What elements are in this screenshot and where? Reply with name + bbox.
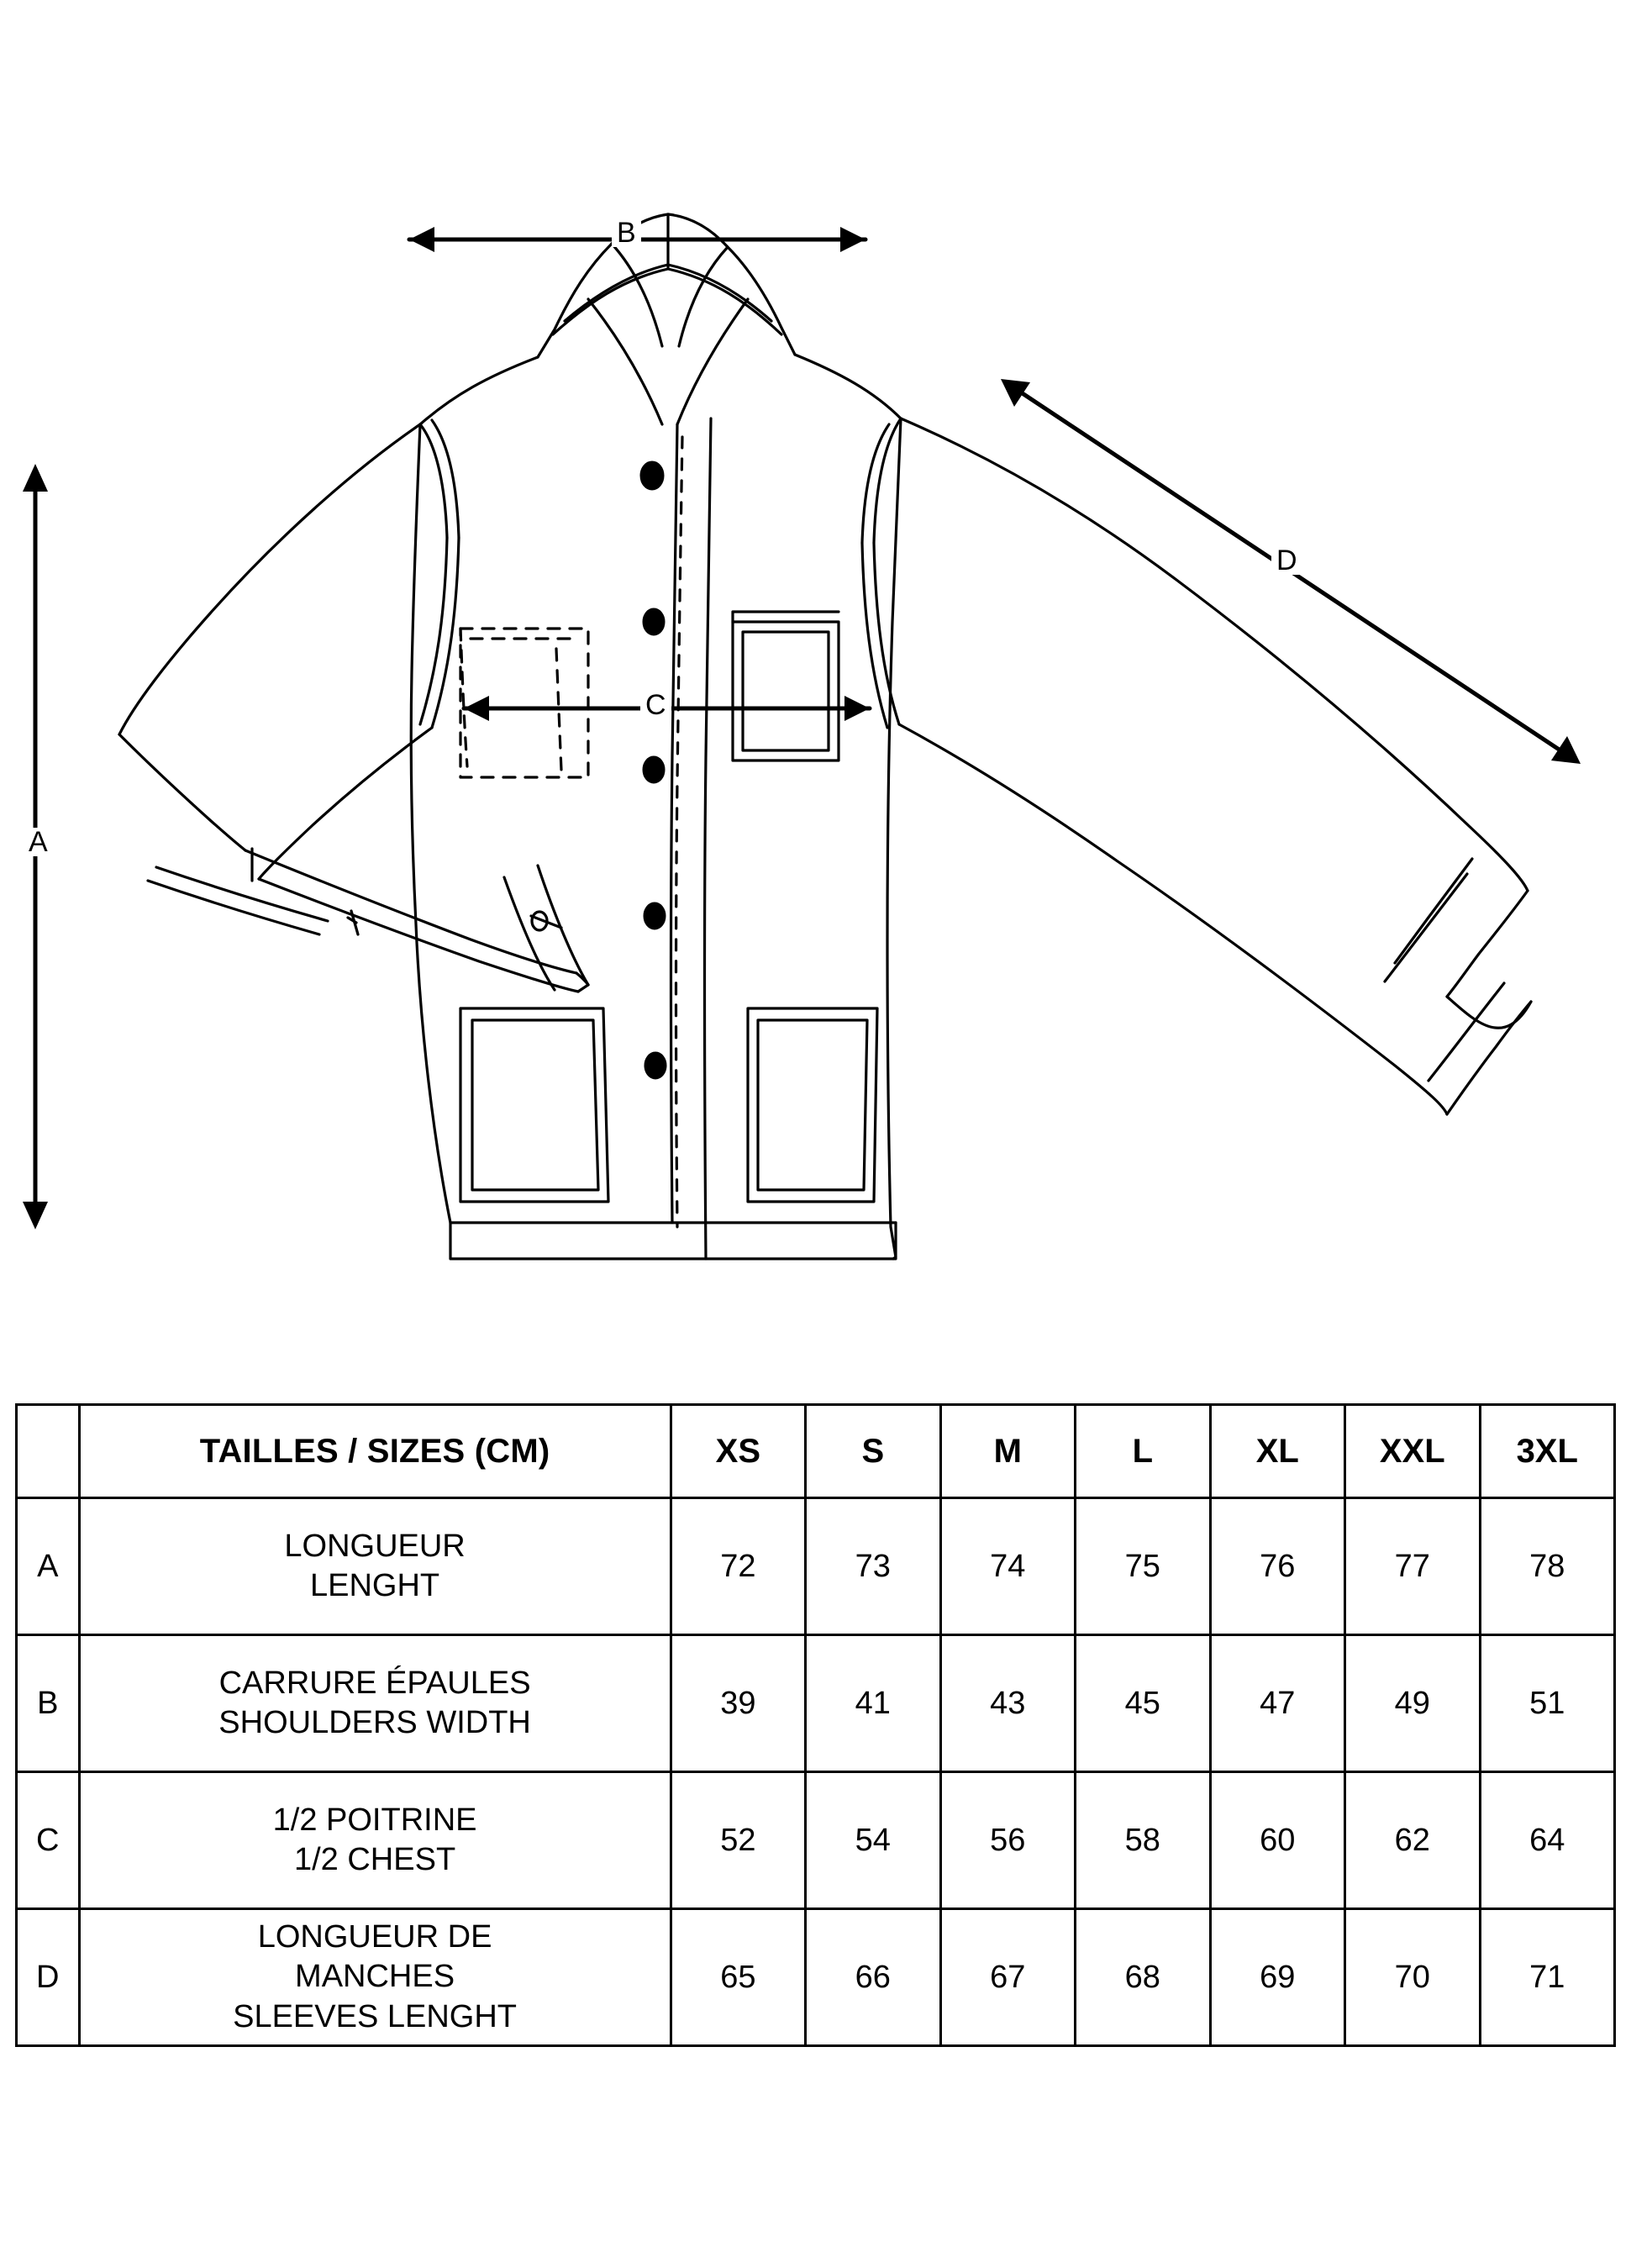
row-desc-c [79,1772,671,1909]
cell-d-3xl: 71 [1480,1909,1615,2046]
row-desc-b-fr: CARRURE ÉPAULES [218,1665,531,1701]
header-sizes-title: TAILLES / SIZES (CM) [79,1405,671,1498]
cell-c-xxl: 62 [1345,1772,1480,1909]
cell-a-l: 75 [1076,1498,1210,1635]
row-desc-d [79,1909,671,2046]
cell-b-s: 41 [806,1635,940,1772]
cell-c-s: 54 [806,1772,940,1909]
size-chart [15,1403,1616,2047]
row-letter-c: C [17,1772,80,1909]
cell-b-l: 45 [1076,1635,1210,1772]
row-letter-b: B [17,1635,80,1772]
cell-a-xs: 72 [671,1498,805,1635]
header-size-m: M [940,1405,1075,1498]
row-desc-a-fr: LONGUEUR [284,1528,466,1564]
row-desc-a [79,1498,671,1635]
row-desc-d-en: SLEEVES LENGHT [233,1998,518,2034]
cell-d-xl: 69 [1210,1909,1344,2046]
cell-b-m: 43 [940,1635,1075,1772]
row-desc-b-en: SHOULDERS WIDTH [218,1705,531,1740]
cell-a-3xl: 78 [1480,1498,1615,1635]
row-letter-a: A [17,1498,80,1635]
dimension-label-b: B [612,218,641,247]
cell-c-3xl: 64 [1480,1772,1615,1909]
cell-a-s: 73 [806,1498,940,1635]
header-size-s: S [806,1405,940,1498]
row-desc-c-fr: 1/2 POITRINE [272,1802,477,1838]
cell-a-xl: 76 [1210,1498,1344,1635]
cell-d-l: 68 [1076,1909,1210,2046]
cell-c-m: 56 [940,1772,1075,1909]
row-letter-d: D [17,1909,80,2046]
cell-b-3xl: 51 [1480,1635,1615,1772]
header-letter [17,1405,80,1498]
header-size-xs: XS [671,1405,805,1498]
header-size-xxl: XXL [1345,1405,1480,1498]
row-desc-d-fr: LONGUEUR DE [257,1918,492,1955]
cell-c-xs: 52 [671,1772,805,1909]
row-desc-c-en: 1/2 CHEST [293,1842,456,1877]
size-table [15,1403,1616,2047]
cell-b-xxl: 49 [1345,1635,1480,1772]
cell-c-l: 58 [1076,1772,1210,1909]
header-size-l: L [1076,1405,1210,1498]
cell-a-m: 74 [940,1498,1075,1635]
cell-b-xl: 47 [1210,1635,1344,1772]
table-row [17,1772,1615,1909]
buttons [641,462,666,1078]
cell-d-s: 66 [806,1909,940,2046]
row-desc-d-fr2: MANCHES [295,1959,455,1995]
cell-d-xs: 65 [671,1909,805,2046]
header-size-3xl: 3XL [1480,1405,1615,1498]
header-size-xl: XL [1210,1405,1344,1498]
cell-d-xxl: 70 [1345,1909,1480,2046]
cell-b-xs: 39 [671,1635,805,1772]
cell-a-xxl: 77 [1345,1498,1480,1635]
dimension-label-a: A [24,828,53,856]
cell-c-xl: 60 [1210,1772,1344,1909]
cell-d-m: 67 [940,1909,1075,2046]
dimension-label-d: D [1271,546,1302,575]
dimension-label-c: C [640,691,671,719]
table-row [17,1909,1615,2046]
row-desc-a-en: LENGHT [310,1568,440,1603]
table-row [17,1498,1615,1635]
table-header-row [17,1405,1615,1498]
table-row [17,1635,1615,1772]
row-desc-b [79,1635,671,1772]
